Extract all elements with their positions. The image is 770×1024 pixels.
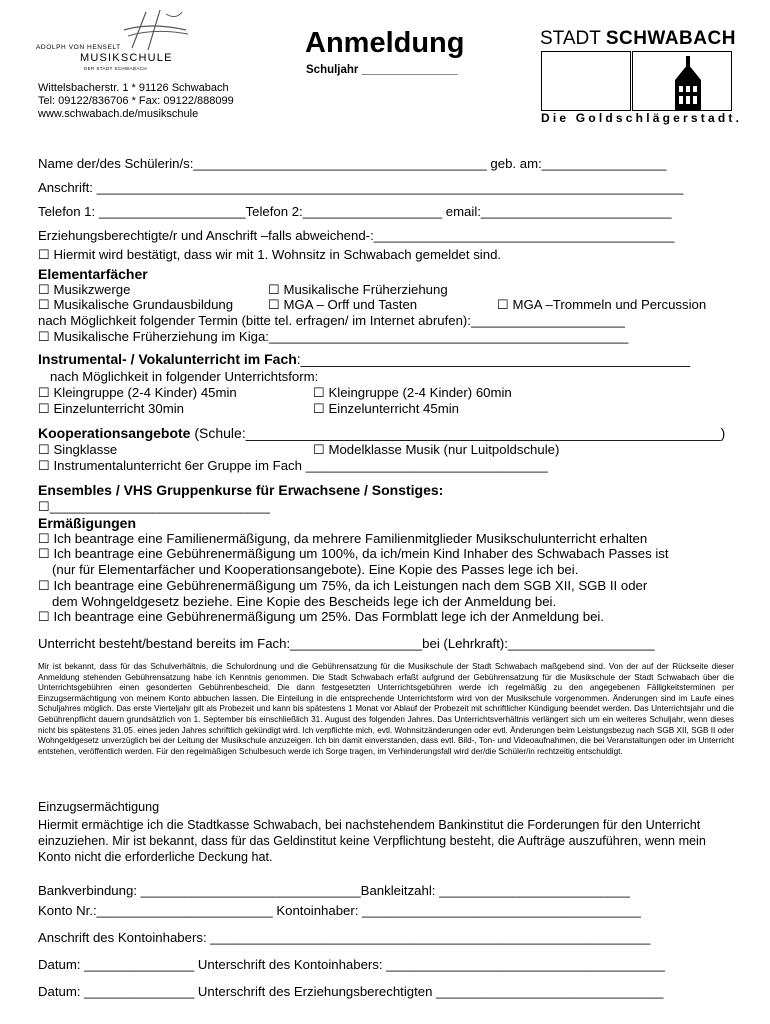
logo-text-3: DER STADT SCHWABACH [84,66,148,71]
logo-text-2: MUSIKSCHULE [80,52,173,64]
address-line-1: Wittelsbacherstr. 1 * 91126 Schwabach [38,82,229,94]
address-line-2: Tel: 09122/836706 * Fax: 09122/888099 [38,95,234,107]
city-logo-box-left [541,51,631,111]
address-line-3: www.schwabach.de/musikschule [38,108,199,120]
schuljahr-field[interactable]: Schuljahr _______________ [306,64,458,76]
legal-text: Mir ist bekannt, dass für das Schulverhältnis, die Schulordnung und die Gebührensatzung für die Musikschule der Stadt Schwabach maßgebend sind. Von der auf der Rückseite dieser Anmeldung stehenden Gebührensatzung habe ich Kenntnis genommen. Die Stadt Schwabach erfaßt aufgrund der Gebührensatzung für die Musikschule der Stadt Schwabach über die Unterrichtsgebühren einen gesonderten Gebührenbescheid. Die dann festgesetzten Unterrichtsgebühren werde ich regelmäßig zu den angegebenen Fälligkeitsterminen per Einzugsermächtigung von meinem Konto abbuchen lassen. Die Einteilung in die entsprechende Unterrichtsform wird von der Musikschule vorgenommen. Änderungen sind im Laufe eines Schuljahres möglich. Das erste Vierteljahr gilt als Probezeit und kann bis spätestens 1 Monat vor Ablauf der Probezeit mit schriftlicher Kündigung beendet werden. Das Unterrichtsjahr und die Gebührenpflicht dauern grundsätzlich von 1. September bis einschließlich 31. August des folgenden Jahres. Das Unterrichtsverhältnis verlängert sich um ein weiteres Schuljahr, wenn dieses nicht bis spätestens 31.05. eines jeden Jahres schriftlich gekündigt wird. Ich verpflichte mich, evtl. Wohnsitzänderungen oder evtl. Änderungen beim Leistungsbezug nach SGB XII, SGB II oder Wohngeldgesetz unverzüglich bei der Leitung der Musikschule anzuzeigen. Ich bin damit einverstanden, dass evtl. Bild-, Ton- und Videoaufnahmen, die bei Veranstaltungen oder im Unterricht entstehen, veröffentlich werden. Für den regelmäßigen Schulbesuch werde ich Sorge tragen, im Verhinderungsfall wird der/die Schüler/in rechtzeitig entschuldigt. [38,662,734,756]
city-name-light: STADT [540,28,601,49]
instrumental-fach-line[interactable]: :__________________________________________________ [296,351,690,367]
ermaessigung-75-cont: dem Wohngeldgesetz beziehe. Eine Kopie des Bescheids lege ich der Anmeldung bei. [52,594,557,609]
musikschule-logo [36,8,196,78]
elementar-opt-frueherziehung[interactable]: ☐ Musikalische Früherziehung [268,282,448,297]
ensembles-heading: Ensembles / VHS Gruppenkurse für Erwachsene / Sonstiges: [38,482,444,498]
telefon-field[interactable]: Telefon 1: ____________________Telefon 2:___________________ email:__________________________ [38,204,672,219]
erziehung-field[interactable]: Erziehungsberechtigte/r und Anschrift –falls abweichend-:_________________________________________ [38,228,675,243]
city-hall-icon [633,52,731,110]
bankverbindung-field[interactable]: Bankverbindung: ______________________________Bankleitzahl: __________________________ [38,883,630,898]
elementar-kiga-field[interactable]: ☐ Musikalische Früherziehung im Kiga:_________________________________________________ [38,329,629,344]
einzug-line-2: einzuziehen. Mir ist bekannt, dass für das Geldinstitut keine Verpflichtung besteht, die Aufträge auszuführen, wenn mein [38,834,706,848]
elementar-opt-orff[interactable]: ☐ MGA – Orff und Tasten [268,297,418,312]
elementar-heading: Elementarfächer [38,266,148,282]
ermaessigung-familie[interactable]: ☐ Ich beantrage eine Familienermäßigung, da mehrere Familienmitglieder Musikschulunterricht erhalten [38,531,648,546]
einzug-line-3: Konto nicht die erforderliche Deckung hat. [38,850,273,864]
kooperation-opt-instrumental[interactable]: ☐ Instrumentalunterricht 6er Gruppe im Fach _________________________________ [38,458,548,473]
elementar-opt-trommeln[interactable]: ☐ MGA –Trommeln und Percussion [497,297,707,312]
ermaessigung-75[interactable]: ☐ Ich beantrage eine Gebührenermäßigung um 75%, da ich Leistungen nach dem SGB XII, SGB II oder [38,578,648,593]
instrumental-opt-einzel30[interactable]: ☐ Einzelunterricht 30min [38,401,184,416]
instrumental-opt-klein60[interactable]: ☐ Kleingruppe (2-4 Kinder) 60min [313,385,512,400]
instrumental-opt-klein45[interactable]: ☐ Kleingruppe (2-4 Kinder) 45min [38,385,237,400]
ermaessigungen-heading: Ermäßigungen [38,515,137,531]
city-name [540,28,736,50]
instrumental-heading-label: Instrumental- / Vokalunterricht im Fach [38,351,297,367]
wohnsitz-checkbox[interactable]: ☐ Hiermit wird bestätigt, dass wir mit 1. Wohnsitz in Schwabach gemeldet sind. [38,247,502,262]
anschrift-field[interactable]: Anschrift: ________________________________________________________________________________ [38,180,684,195]
elementar-termin-field[interactable]: nach Möglichkeit folgender Termin (bitte tel. erfragen/ im Internet abrufen):_____________________ [38,313,625,328]
city-tagline: Die Goldschlägerstadt. [541,111,743,125]
elementar-opt-musikzwerge[interactable]: ☐ Musikzwerge [38,282,131,297]
unterricht-bestand-field[interactable]: Unterricht besteht/bestand bereits im Fach:__________________bei (Lehrkraft):____________________ [38,636,655,651]
city-name-bold: SCHWABACH [605,28,736,49]
page-title: Anmeldung [305,27,465,59]
ermaessigung-100-cont: (nur für Elementarfächer und Kooperationsangebote). Eine Kopie des Passes lege ich bei. [52,562,579,577]
einzug-heading: Einzugsermächtigung [38,800,160,814]
instrumental-sub: nach Möglichkeit in folgender Unterrichtsform: [50,369,319,384]
kooperation-opt-modelklasse[interactable]: ☐ Modelklasse Musik (nur Luitpoldschule) [313,442,560,457]
kooperation-opt-singklasse[interactable]: ☐ Singklasse [38,442,118,457]
kooperation-heading-label: Kooperationsangebote [38,425,191,441]
datum-kontoinhaber-field[interactable]: Datum: _______________ Unterschrift des Kontoinhabers: ______________________________________ [38,957,665,972]
instrumental-heading[interactable] [38,351,690,368]
ermaessigung-25[interactable]: ☐ Ich beantrage eine Gebührenermäßigung um 25%. Das Formblatt lege ich der Anmeldung bei. [38,609,605,624]
city-logo-box-right [632,51,732,111]
kooperation-schule-field[interactable]: (Schule:_____________________________________________________________) [190,425,726,441]
logo-text-1: ADOLPH VON HENSELT [36,44,121,51]
kontoinhaber-anschrift-field[interactable]: Anschrift des Kontoinhabers: ____________________________________________________________ [38,930,651,945]
instrumental-opt-einzel45[interactable]: ☐ Einzelunterricht 45min [313,401,459,416]
einzug-line-1: Hiermit ermächtige ich die Stadtkasse Schwabach, bei nachstehendem Bankinstitut die Forderungen für den Unterricht [38,818,701,832]
datum-erziehung-field[interactable]: Datum: _______________ Unterschrift des Erziehungsberechtigten _______________________________ [38,984,664,999]
ermaessigung-100[interactable]: ☐ Ich beantrage eine Gebührenermäßigung um 100%, da ich/mein Kind Inhaber des Schwabach Passes ist [38,546,669,561]
kooperation-heading[interactable] [38,425,725,442]
elementar-opt-grundausbildung[interactable]: ☐ Musikalische Grundausbildung [38,297,234,312]
ensembles-field[interactable]: ☐______________________________ [38,499,270,514]
name-field[interactable]: Name der/des Schülerin/s:________________________________________ geb. am:_________________ [38,156,667,171]
konto-field[interactable]: Konto Nr.:________________________ Kontoinhaber: ______________________________________ [38,903,641,918]
